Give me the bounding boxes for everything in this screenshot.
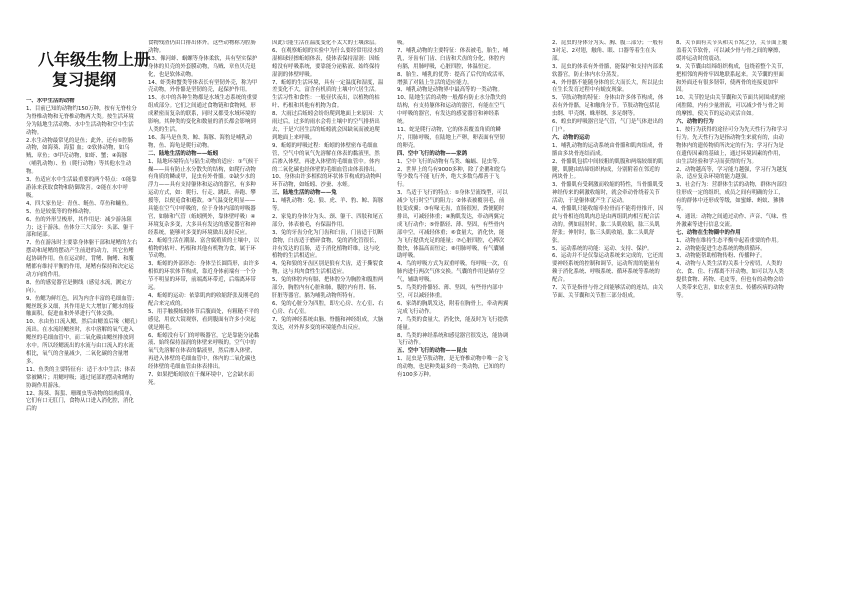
paragraph: 7、如果把蚯蚓放在干燥环境中，它会缺水而死。	[148, 372, 254, 386]
section-heading: 六、动物的运动	[552, 134, 590, 141]
paragraph: 4、蚯蚓的运动：依靠肌肉的收缩舒张及刚毛的配合来完成的。	[148, 293, 260, 307]
paragraph: 2、世界上的鸟有9000多种，除了企鹅和鸵鸟等少数鸟不能飞行外，绝大多数鸟都善于飞行。	[397, 166, 506, 189]
paragraph: 6、蝗虫的呼吸器官是气管，气门是气体进出的门户。	[552, 119, 664, 133]
paragraph: 2、动物越高等，学习能力越强，学习行为越复杂，适应复杂环境的能力越强。	[676, 166, 788, 181]
title-line-1: 八年级生物上册	[38, 50, 151, 69]
paragraph: 7、关节是指骨与骨之间能够活动的连结，由关节面、关节囊和关节腔三部分组成。	[552, 285, 664, 299]
paragraph: 6、蚯蚓没有专门的呼吸器官，它是靠能分泌黏液、始终保持湿润的体壁来呼吸的。空气中的氧气先溶解在体表的黏液里，然后渗入体壁，再进入体壁的毛细血管中，体内的二氧化碳也经体壁的毛细血管由体表排出。	[148, 332, 260, 371]
paragraph: 1、空中飞行的动物有鸟类、蝙蝠、昆虫等。	[397, 158, 503, 165]
paragraph: 1、按行为获得的途径可分为先天性行为和学习行为。先天性行为是指动物生来就有的，由动物体内的遗传物质所决定的行为；学习行为是在遗传因素的基础上，通过环境因素的作用，由生活经验和学习而获得的行为。	[676, 126, 788, 165]
paragraph: 9、鱼鳃为鲜红色，因为内含丰富的毛细血管；鳃丝既多又细，其作用是大大增加了鳃水的接触面积，促进血和外界进行气体交换。	[26, 295, 138, 318]
paragraph: 2.水生动物最常见的是鱼；此外，还有①腔肠动物，如海葵、海蜇 血；②软体动物，如乌贼、章鱼；③甲壳动物，如虾、蟹；④海豚（哺乳动物）、鱼（爬行动物）等其他水生动物。	[26, 137, 134, 176]
paragraph: 6、家鸽的胸肌发达，附着在胸骨上，牵动两翼完成飞行动作。	[397, 300, 509, 315]
paragraph: 8、鱼的感觉器官是侧线（感觉水流，测定方向）。	[26, 279, 132, 294]
paragraph: 1、哺乳动物的运动系统由骨骼和肌肉组成，骨骼由多块骨连结而成。	[552, 142, 664, 157]
paragraph: 4、鸟的呼吸方式为双重呼吸，每呼吸一次，在肺内进行两次气体交换。气囊的作用是储存空气，辅助呼吸。	[397, 261, 509, 284]
paragraph: 5、鸟类的骨骼轻、薄、坚固，有些骨内部中空，可以减轻体重。	[397, 285, 503, 299]
paragraph: 7、鱼在游泳时主要靠身体躯干部和尾鳍的左右摆动和尾鳍的摆动产生前进的动力，其它鱼鳍起协调作用。鱼在运动时，背鳍、胸鳍、和腹鳍都有维持平衡的作用，尾鳍有保持和决定运动方向的作用。	[26, 240, 138, 278]
paragraph: 15、水中的各种生物都是水域生态系统的重要组成部分。它们之间通过食物链和食物网，形成紧密而复杂的联系，同时又都受水域环境的影响。其种类的变化和数量的消长都会影响到人类的生活。	[148, 95, 258, 133]
paragraph: 6、运动并不是仅靠运动系统来完成的，它还需要神经系统的控制和调节，运动所需的能量有赖于消化系统、呼吸系统、循环系统等系统的配合。	[552, 253, 664, 284]
paragraph: 5、节肢动物的特征：身体由许多体节构成，体表有外骨骼，足和触角分节。节肢动物包括昆虫纲、甲壳纲、蛛形纲、多足纲等。	[552, 95, 664, 118]
paragraph: 10、身体由许多相似的环状体节构成的动物叫环节动物，如蚯蚓、沙蚕、水蛭。	[272, 174, 382, 189]
paragraph: 2、蚯蚓生活在潮湿、富含腐殖质的土壤中，以植物的枯叶、朽根和其他有机物为食，属于环节动物。	[148, 237, 260, 260]
paragraph: 8、关节面有关节头和关节窝之分，关节面上覆盖着关节软骨，可以减少骨与骨之间的摩擦，缓冲运动时的震动。	[676, 40, 788, 62]
paragraph: 4、外骨骼不能随身体的长大而长大，所以昆虫在生长发育过程中有蜕皮现象。	[552, 79, 664, 94]
section-heading: 四、空中飞行的动物——家鸽	[397, 150, 468, 157]
paragraph: 8、大雨过后蚯蚓会纷纷爬到地面上来原因：大雨过后，过多的雨水会将土壤中的空气排挤出去，于是穴居生活的蚯蚓就会因缺氧而被迫爬到地面上来呼吸。	[272, 111, 384, 141]
paragraph: 5、鱼是较低等的脊椎动物。	[26, 208, 95, 215]
paragraph: 3、动物能帮助植物传粉、传播种子。	[676, 253, 766, 260]
paragraph: 5、兔的体腔内有膈，把体腔分为胸腔和腹腔两部分，胸腔内有心脏和肺，腹腔内有胃、肠、肝脏等器官。膈为哺乳动物所特有。	[272, 277, 384, 299]
title-line-2: 复习提纲	[52, 70, 117, 89]
paragraph: 10、关节腔是由关节囊和关节面共同围成的密闭腔隙，内有少量滑液，可以减少骨与骨之间的摩擦，使关节的运动灵活自如。	[676, 95, 786, 118]
paragraph: 2、骨骼肌包括中间较粗的肌腹和两端较细的肌腱，肌腱由结缔组织构成，分别附着在邻近的两块骨上。	[552, 158, 664, 181]
paragraph: 1、陆地环境特点与陆生动物的适应：①气候干燥——具有防止水分散失的结构，如爬行动物有角质的鳞或甲，昆虫有外骨骼。②缺少水的浮力——具有支持躯体和运动的器官，有多种运动方式，如：爬行、行走、跳跃、奔跑、攀援等，以便觅食和避敌。③气温变化明显——具能在空气中呼吸的，位于身体内部的呼吸器官，如肺和气管（蚯蚓例外，靠体壁呼吸）④环境复杂多变，大多具有发达的感觉器官和神经系统，能够对多变的环境做出及时反应。	[148, 158, 259, 236]
paragraph: 9、哺乳动物是动物界中最高等的一类动物。	[397, 87, 503, 94]
paragraph: 9、蚯蚓的呼吸过程：蚯蚓的体壁密布毛细血管，空气中的氧气先溶解在体表的黏液里，然后渗入体壁，再进入体壁的毛细血管中。体内的二氧化碳也经体壁的毛细血管由体表排出。	[272, 142, 380, 173]
section-heading: 一、水中生活的动物	[26, 98, 75, 104]
paragraph: 4、四大家鱼是：青鱼、鲢鱼、草鱼和鳙鱼。	[26, 200, 132, 207]
paragraph: 4、动物与人类生活的关系十分密切，人类的衣、食、住、行都离不开动物，如可以为人类提供食物、药物、毛皮等，但也有的动物会给人类带来危害，如农业害虫、传播疾病的动物等。	[676, 261, 784, 299]
paragraph: 3、蚯蚓的外部形态：身体呈长圆筒形，由许多相似的环状体节构成，靠近身体前端有一个分节不明显的环带，前端离环带近，后端离环带远。	[148, 261, 260, 292]
paragraph: 4、骨骼肌只能收缩牵拉骨而不能将骨推开，因此与骨相连的肌肉总是由两组肌肉相互配合活动的。例如屈肘时，肱二头肌收缩，肱三头肌舒张；伸肘时，肱三头肌收缩，肱二头肌舒张。	[552, 206, 664, 244]
section-heading: 三、陆地生活的动物——兔	[272, 190, 337, 197]
section-heading: 二、陆地生活的动物——蚯蚓	[148, 150, 219, 157]
paragraph: 7、鸟类的食量大，消化快，能及时为飞行提供能量。	[397, 316, 509, 331]
section-heading: 五、空中飞行的动物——昆虫	[397, 348, 468, 355]
paragraph: 食物残渣仍由口排出体外。这些动物称为腔肠动物。	[148, 40, 256, 54]
paragraph: 4、兔和狼的牙齿区别是狼有犬齿，适于撕裂食物，这与其肉食性生活相适应。	[272, 261, 384, 276]
paragraph: 7、兔的神经系统由脑、脊髓和神经组成，大脑发达，对外界多变的环境能作出反应。	[272, 316, 384, 331]
paragraph: 6、在观察蚯蚓的实验中为什么要经常用浸水的湿棉球轻擦蚯蚓体表，使体表保持湿润：因蚯蚓没有呼吸系统，要靠能分泌粘液、始终保持湿润的体壁呼吸。	[272, 47, 384, 78]
paragraph: 3、社会行为：营群体生活的动物，群体内部往往形成一定的组织，成员之间有明确的分工，有的群体中还形成等级，如蜜蜂、蚂蚁、狒狒等。	[676, 182, 788, 213]
paragraph: 4、通讯：动物之间通过动作、声音、气味、性外激素等进行信息交流。	[676, 213, 788, 228]
paragraph: 6、鱼的外形呈梭形，其作用是：减少游泳阻力；这于游泳。鱼体分三大部分：头部、躯干部和尾部。	[26, 216, 134, 239]
paragraph: 8、鸟类的神经系统和感觉器官很发达，能协调飞行动作。	[397, 332, 509, 347]
paragraph: 8、胎生、哺乳的优势：提高了后代的成活率，增强了对陆上生活的适应能力。	[397, 71, 509, 86]
paragraph: 10、陆地生活的动物一般都有防止水分散失的结构，有支持躯体和运动的器官，有能在空气中呼吸的器官，有发达的感觉器官和神经系统。	[397, 95, 507, 126]
paragraph: 12、海葵、海蜇、珊瑚虫等动物的结构简单，它们有口无肛门，食物从口进入消化腔，消化后的	[26, 390, 136, 413]
paragraph: 5、运动系统的功能：运动、支持、保护。	[552, 245, 653, 252]
text-column-4	[397, 40, 509, 588]
paragraph: 14、虾类和蟹类等体表长有坚韧外壳，称为甲壳动物，外骨骼是坚韧的壳，起保护作用。	[148, 79, 258, 94]
document-title	[38, 50, 151, 90]
text-column-2	[148, 40, 260, 588]
paragraph: 吸。	[397, 40, 408, 46]
paragraph: 7、蚯蚓的生活环境，具有一定温度和湿度，温差变化不大，富含有机质的土壤中穴居生活。生活习性和食性：一般昼伏夜出，以植物的枯叶、朽根和其他有机物为食。	[272, 79, 384, 110]
text-column-1	[26, 98, 138, 588]
paragraph: 3、鸟适于飞行的特点：①身体呈流线型，可以减少飞行时空气的阻力；②体表被覆羽毛，前肢变成翼；③有喙无齿，直肠很短，粪便随时排出，可减轻体重；④胸肌发达，牵动两翼完成飞行动作；⑤骨骼轻、薄、坚固，有些骨内部中空，可减轻体重；⑥食量大，消化快，能为飞行提供充足的能量；⑦心脏四腔，心搏次数快，体温高而恒定；⑧用肺呼吸，有气囊辅助呼吸。	[397, 190, 508, 260]
paragraph: 6、兔的心脏分为四腔，即左心房、左心室、右心房、右心室。	[272, 300, 384, 315]
paragraph: 3、兔的牙齿分化为门齿和臼齿，门齿适于切断食物，臼齿适于磨碎食物，兔的消化管很长，并有发达的盲肠，适于消化植物纤维，这与吃植物的生活相适应。	[272, 229, 384, 260]
paragraph: 5、用手触摸蚯蚓体节后腹面处，有粗糙不平的感觉，用放大镜观察，看到腹面有许多小突起就是刚毛。	[148, 308, 260, 331]
paragraph: 2、家兔的身体分为头、颈、躯干、四肢和尾五部分，体表被毛，有保温作用。	[272, 213, 384, 228]
paragraph: 2、昆虫的身体分为头、胸、腹三部分；一般有3对足、2对翅，触角、眼、口器等着生在头部。	[552, 40, 664, 62]
paragraph: 1、目前已知的动物约150万种，按有无脊柱分为脊椎动物和无脊椎动物两大类。按生活环境分为陆地生活动物、水中生活动物和空中生活动物。	[26, 105, 137, 136]
text-column-5	[552, 40, 664, 588]
section-heading: 七、动物在生物圈中的作用	[676, 229, 741, 236]
paragraph: 3、昆虫的体表有外骨骼，能保护和支持内部柔软器官，防止体内水分蒸发。	[552, 63, 664, 78]
section-heading: 六、动物的行为	[676, 119, 714, 126]
paragraph: 11、鱼类的主要特征有：适于水中生活；体表常被鳞片；用鳃呼吸；通过尾部的摆动和鳍的协调作用游泳。	[26, 366, 136, 389]
paragraph: 10、水由鱼口流入鳃，然后由鳃盖后缘（鳃孔）流出。在水流经鳃丝时，水中溶解的氧气进入鳃丝的毛细血管中，而二氧化碳由鳃丝排放到水中。所以经鳃流出的水流与由口流入的水流相比，氧气的含量减少，二氧化碳的含量增多。	[26, 319, 138, 365]
paragraph: 7、哺乳动物的主要特征：体表被毛，胎生，哺乳，牙齿有门齿、臼齿和犬齿的分化，体腔内有膈，用肺呼吸，心脏四腔，体温恒定。	[397, 47, 509, 70]
paragraph: 9、关节囊由结缔组织构成，包绕着整个关节，把相邻的两骨牢固地联系起来。关节囊的里面和外面还有很多韧带，使两骨的连接更加牢固。	[676, 63, 788, 94]
paragraph: 3、鱼适应水中生活最重要的两个特点：①能靠游泳来获取食物和防御敌害。②能在水中呼吸。	[26, 177, 137, 199]
paragraph: 2、动物能促进生态系统的物质循环。	[676, 245, 766, 252]
paragraph: 16、海马是鱼类、鲸、海豚、海豹是哺乳动物，鱼、海龟是爬行动物。	[148, 134, 252, 149]
text-column-6	[676, 40, 788, 588]
paragraph: 因此只能生活在温度变化不太大的土壤深层。	[272, 40, 380, 46]
text-column-3	[272, 40, 384, 588]
paragraph: 11、蛇是爬行动物，它的体表覆盖角质的鳞片，用肺呼吸，在陆地上产卵，卵表面有坚韧的卵壳。	[397, 126, 505, 149]
paragraph: 1、动物在维持生态平衡中起着重要的作用。	[676, 237, 782, 244]
paragraph: 1、昆虫是节肢动物，是无脊椎动物中唯一会飞的动物，也是种类最多的一类动物，已知的约有100多万种。	[397, 356, 509, 379]
paragraph: 1、哺乳动物：兔、狼、虎、羊、豹、鲸、海豚等。	[272, 198, 384, 213]
paragraph: 3、骨骼肌有受刺激而收缩的特性，当骨骼肌受神经传来的刺激收缩时，就会牵动骨绕着关节活动，于是躯体就产生了运动。	[552, 182, 664, 205]
paragraph: 13、像河蚌、蜗螺等身体柔软，具有坚实保护身体的贝壳的外套膜动物，乌贼、章鱼贝壳退化，也是软体动物。	[148, 55, 258, 78]
